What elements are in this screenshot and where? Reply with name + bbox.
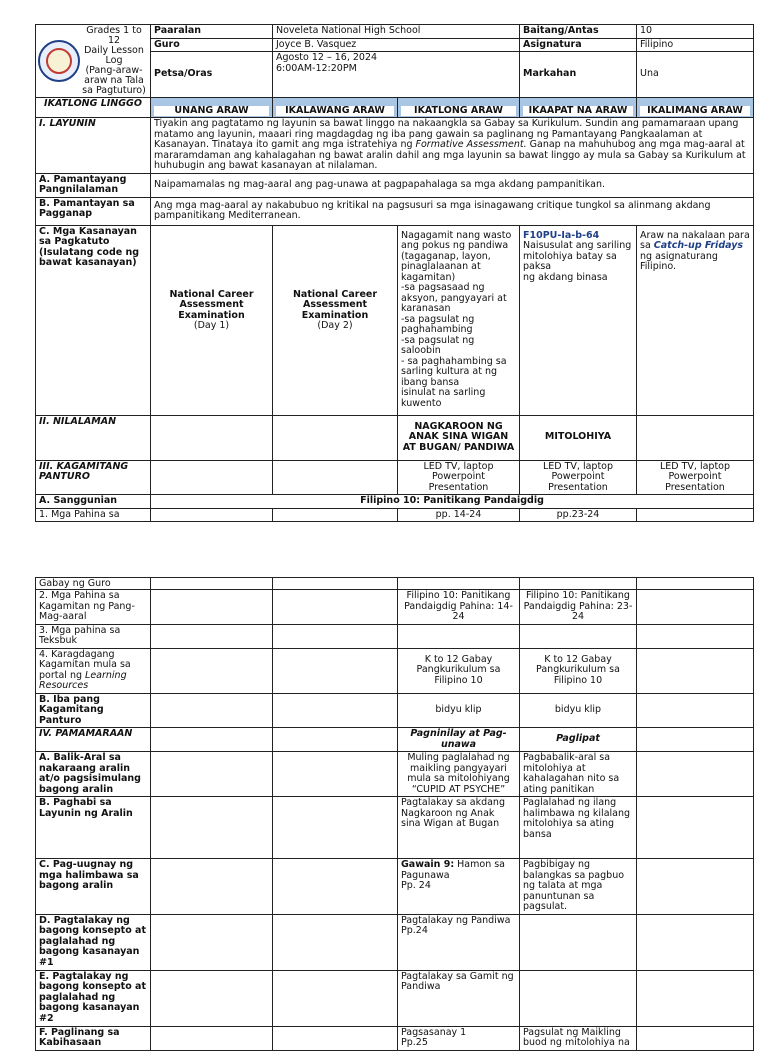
iba-pang-day-4: bidyu klip <box>520 693 637 728</box>
pahina-kagamitan-day-3: Filipino 10: Panitikang Pandaigdig Pahina: 14-24 <box>398 590 520 625</box>
kagamitan-day-4: LED TV, laptop Powerpoint Presentation <box>520 460 637 495</box>
teacher-label: Guro <box>151 38 273 52</box>
teacher-value: Joyce B. Vasquez <box>273 38 520 52</box>
lesson-log-table-page-1 <box>35 24 754 522</box>
date-time-value <box>273 52 520 98</box>
week-label: IKATLONG LINGGO <box>36 98 151 118</box>
kasanayan-day-5: Araw na nakalaan para sa Catch-up Fridays ng asignaturang Filipino. <box>637 225 754 415</box>
log-title-cell <box>36 25 151 98</box>
school-label: Paaralan <box>151 25 273 39</box>
pamantayang-pangnilalaman-text: Naipamamalas ng mag-aaral ang pag-unawa at pagpapahalaga sa mga akdang pampanitikan. <box>151 173 754 197</box>
time-value: 6:00AM-12:20PM <box>276 62 357 74</box>
kagamitan-label: III. KAGAMITANG PANTURO <box>36 460 151 495</box>
kagamitan-day-5: LED TV, laptop Powerpoint Presentation <box>637 460 754 495</box>
pamamaraan-day-3: Pagninilay at Pag-unawa <box>398 728 520 752</box>
date-value: Agosto 12 – 16, 2024 <box>276 52 378 63</box>
pahina-gabay-day-1 <box>151 508 273 522</box>
paglinang-day-4: Pagsulat ng Maikling buod ng mitolohiya na <box>520 1026 637 1050</box>
karagdagang-day-4: K to 12 Gabay Pangkurikulum sa Filipino 10 <box>520 648 637 693</box>
paghabi-label: B. Paghabi sa Layunin ng Aralin <box>36 797 151 859</box>
pahina-teksbuk-label: 3. Mga pahina sa Teksbuk <box>36 624 151 648</box>
lesson-log-table-page-2 <box>35 577 754 1051</box>
kasanayan-day-3: Nagagamit nang wasto ang pokus ng pandiwa (tagaganap, layon, pinaglalaanan at kagamitan) -sa pagsasaad ng aksyon, pangyayari at karanasan -sa pagsulat ng paghahambing -sa pagsulat ng saloobin - sa paghahambing sa sarling kultura at ng ibang bansa isinulat na sarling kuwento <box>398 225 520 415</box>
pamantayan-pagganap-text: Ang mga mag-aaral ay nakabubuo ng kritikal na pagsusuri sa mga isinagawang critique tungkol sa alinmang akdang pampanitikang Mediterranean. <box>151 197 754 225</box>
day-2-header: IKALAWANG ARAW <box>273 98 398 118</box>
paglinang-label: F. Paglinang sa Kabihasaan <box>36 1026 151 1050</box>
pahina-gabay-label-part-1: 1. Mga Pahina sa <box>36 508 151 522</box>
kasanayan-label: C. Mga Kasanayan sa Pagkatuto (Isulatang code ng bawat kasanayan) <box>36 225 151 415</box>
nilalaman-day-1 <box>151 415 273 460</box>
log-title-line: Daily Lesson Log <box>84 45 144 66</box>
nilalaman-day-4: MITOLOHIYA <box>520 415 637 460</box>
kasanayan-day-4: F10PU-Ia-b-64 Naisusulat ang sariling mitolohiya batay sa paksa ng akdang binasa <box>520 225 637 415</box>
karagdagang-label: 4. Karagdagang Kagamitan mula sa portal ng Learning Resources <box>36 648 151 693</box>
day-1-header: UNANG ARAW <box>151 98 273 118</box>
kasanayan-day-1: National Career Assessment Examination (Day 1) <box>151 225 273 415</box>
layunin-label: I. LAYUNIN <box>36 118 151 174</box>
pahina-kagamitan-day-4: Filipino 10: Panitikang Pandaigdig Pahina: 23-24 <box>520 590 637 625</box>
paghabi-day-3: Pagtalakay sa akdang Nagkaroon ng Anak sina Wigan at Bugan <box>398 797 520 859</box>
pahina-gabay-day-2 <box>273 508 398 522</box>
pag-uugnay-label: C. Pag-uugnay ng mga halimbawa sa bagong aralin <box>36 859 151 915</box>
day-4-header: IKAAPAT NA ARAW <box>520 98 637 118</box>
log-subtitle: (Pang-araw-araw na Tala sa Pagtuturo) <box>82 65 146 96</box>
pamantayang-pangnilalaman-label: A. Pamantayang Pangnilalaman <box>36 173 151 197</box>
nilalaman-day-5 <box>637 415 754 460</box>
quarter-value: Una <box>637 52 754 98</box>
layunin-text: Tiyakin ang pagtatamo ng layunin sa bawat linggo na nakaangkla sa Gabay sa Kurikulum. Sundin ang pamamaraan upang matamo ang layunin, maaari ring magdagdag ng iba pang gawain sa paglinang ng Pamantayang Pangkaalaman at Kasanayan. Tinataya ito gamit ang mga istratehiya ng Formative Assessment. Ganap na mahuhubog ang mga mag-aaral at mararamdaman ang kahalagahan ng bawat aralin dahil ang mga layunin sa bawat linggo ay mula sa Gabay sa Kurikulum at huhubugin ang bawat kasanayan at nilalaman. <box>151 118 754 174</box>
balik-aral-label: A. Balik-Aral sa nakaraang aralin at/o pagsisimulang bagong aralin <box>36 752 151 797</box>
paghabi-day-4: Paglalahad ng ilang halimbawa ng kilalang mitolohiya sa ating bansa <box>520 797 637 859</box>
iba-pang-day-3: bidyu klip <box>398 693 520 728</box>
pagtalakay-2-label: E. Pagtalakay ng bagong konsepto at paglalahad ng bagong kasanayan #2 <box>36 970 151 1026</box>
pahina-gabay-day-4: pp.23-24 <box>520 508 637 522</box>
day-5-header: IKALIMANG ARAW <box>637 98 754 118</box>
school-value: Noveleta National High School <box>273 25 520 39</box>
deped-seal-icon <box>38 40 80 82</box>
pag-uugnay-day-3: Gawain 9: Hamon sa Pagunawa Pp. 24 <box>398 859 520 915</box>
kagamitan-day-1 <box>151 460 273 495</box>
pagtalakay-1-label: D. Pagtalakay ng bagong konsepto at paglalahad ng bagong kasanayan #1 <box>36 914 151 970</box>
pahina-gabay-label-part-2: Gabay ng Guro <box>36 578 151 590</box>
subject-value: Filipino <box>637 38 754 52</box>
pamamaraan-label: IV. PAMAMARAAN <box>36 728 151 752</box>
pamamaraan-day-4: Paglipat <box>520 728 637 752</box>
pamantayan-pagganap-label: B. Pamantayan sa Pagganap <box>36 197 151 225</box>
grade-value: 10 <box>637 25 754 39</box>
competency-code: F10PU-Ia-b-64 <box>523 229 600 241</box>
sanggunian-label: A. Sanggunian <box>36 495 151 509</box>
balik-aral-day-3: Muling paglalahad ng maikling pangyayari mula sa mitolohiyang “CUPID AT PSYCHE” <box>398 752 520 797</box>
grade-level-line: Grades 1 to 12 <box>86 25 142 46</box>
grade-label: Baitang/Antas <box>520 25 637 39</box>
iba-pang-label: B. Iba pang Kagamitang Panturo <box>36 693 151 728</box>
pagtalakay-2-day-3: Pagtalakay sa Gamit ng Pandiwa <box>398 970 520 1026</box>
nilalaman-day-2 <box>273 415 398 460</box>
pag-uugnay-day-4: Pagbibigay ng balangkas sa pagbuo ng talata at mga panuntunan sa pagsulat. <box>520 859 637 915</box>
kagamitan-day-2 <box>273 460 398 495</box>
pahina-gabay-day-5 <box>637 508 754 522</box>
paglinang-day-3: Pagsasanay 1 Pp.25 <box>398 1026 520 1050</box>
subject-label: Asignatura <box>520 38 637 52</box>
kagamitan-day-3: LED TV, laptop Powerpoint Presentation <box>398 460 520 495</box>
karagdagang-day-3: K to 12 Gabay Pangkurikulum sa Filipino 10 <box>398 648 520 693</box>
kasanayan-day-2: National Career Assessment Examination (Day 2) <box>273 225 398 415</box>
date-label: Petsa/Oras <box>151 52 273 98</box>
sanggunian-text: Filipino 10: Panitikang Pandaigdig <box>151 495 754 509</box>
day-3-header: IKATLONG ARAW <box>398 98 520 118</box>
pahina-gabay-day-3: pp. 14-24 <box>398 508 520 522</box>
balik-aral-day-4: Pagbabalik-aral sa mitolohiya at kahalagahan nito sa ating panitikan <box>520 752 637 797</box>
nilalaman-label: II. NILALAMAN <box>36 415 151 460</box>
quarter-label: Markahan <box>520 52 637 98</box>
pahina-kagamitan-label: 2. Mga Pahina sa Kagamitan ng Pang-Mag-aaral <box>36 590 151 625</box>
nilalaman-day-3: NAGKAROON NG ANAK SINA WIGAN AT BUGAN/ PANDIWA <box>398 415 520 460</box>
pagtalakay-1-day-3: Pagtalakay ng Pandiwa Pp.24 <box>398 914 520 970</box>
